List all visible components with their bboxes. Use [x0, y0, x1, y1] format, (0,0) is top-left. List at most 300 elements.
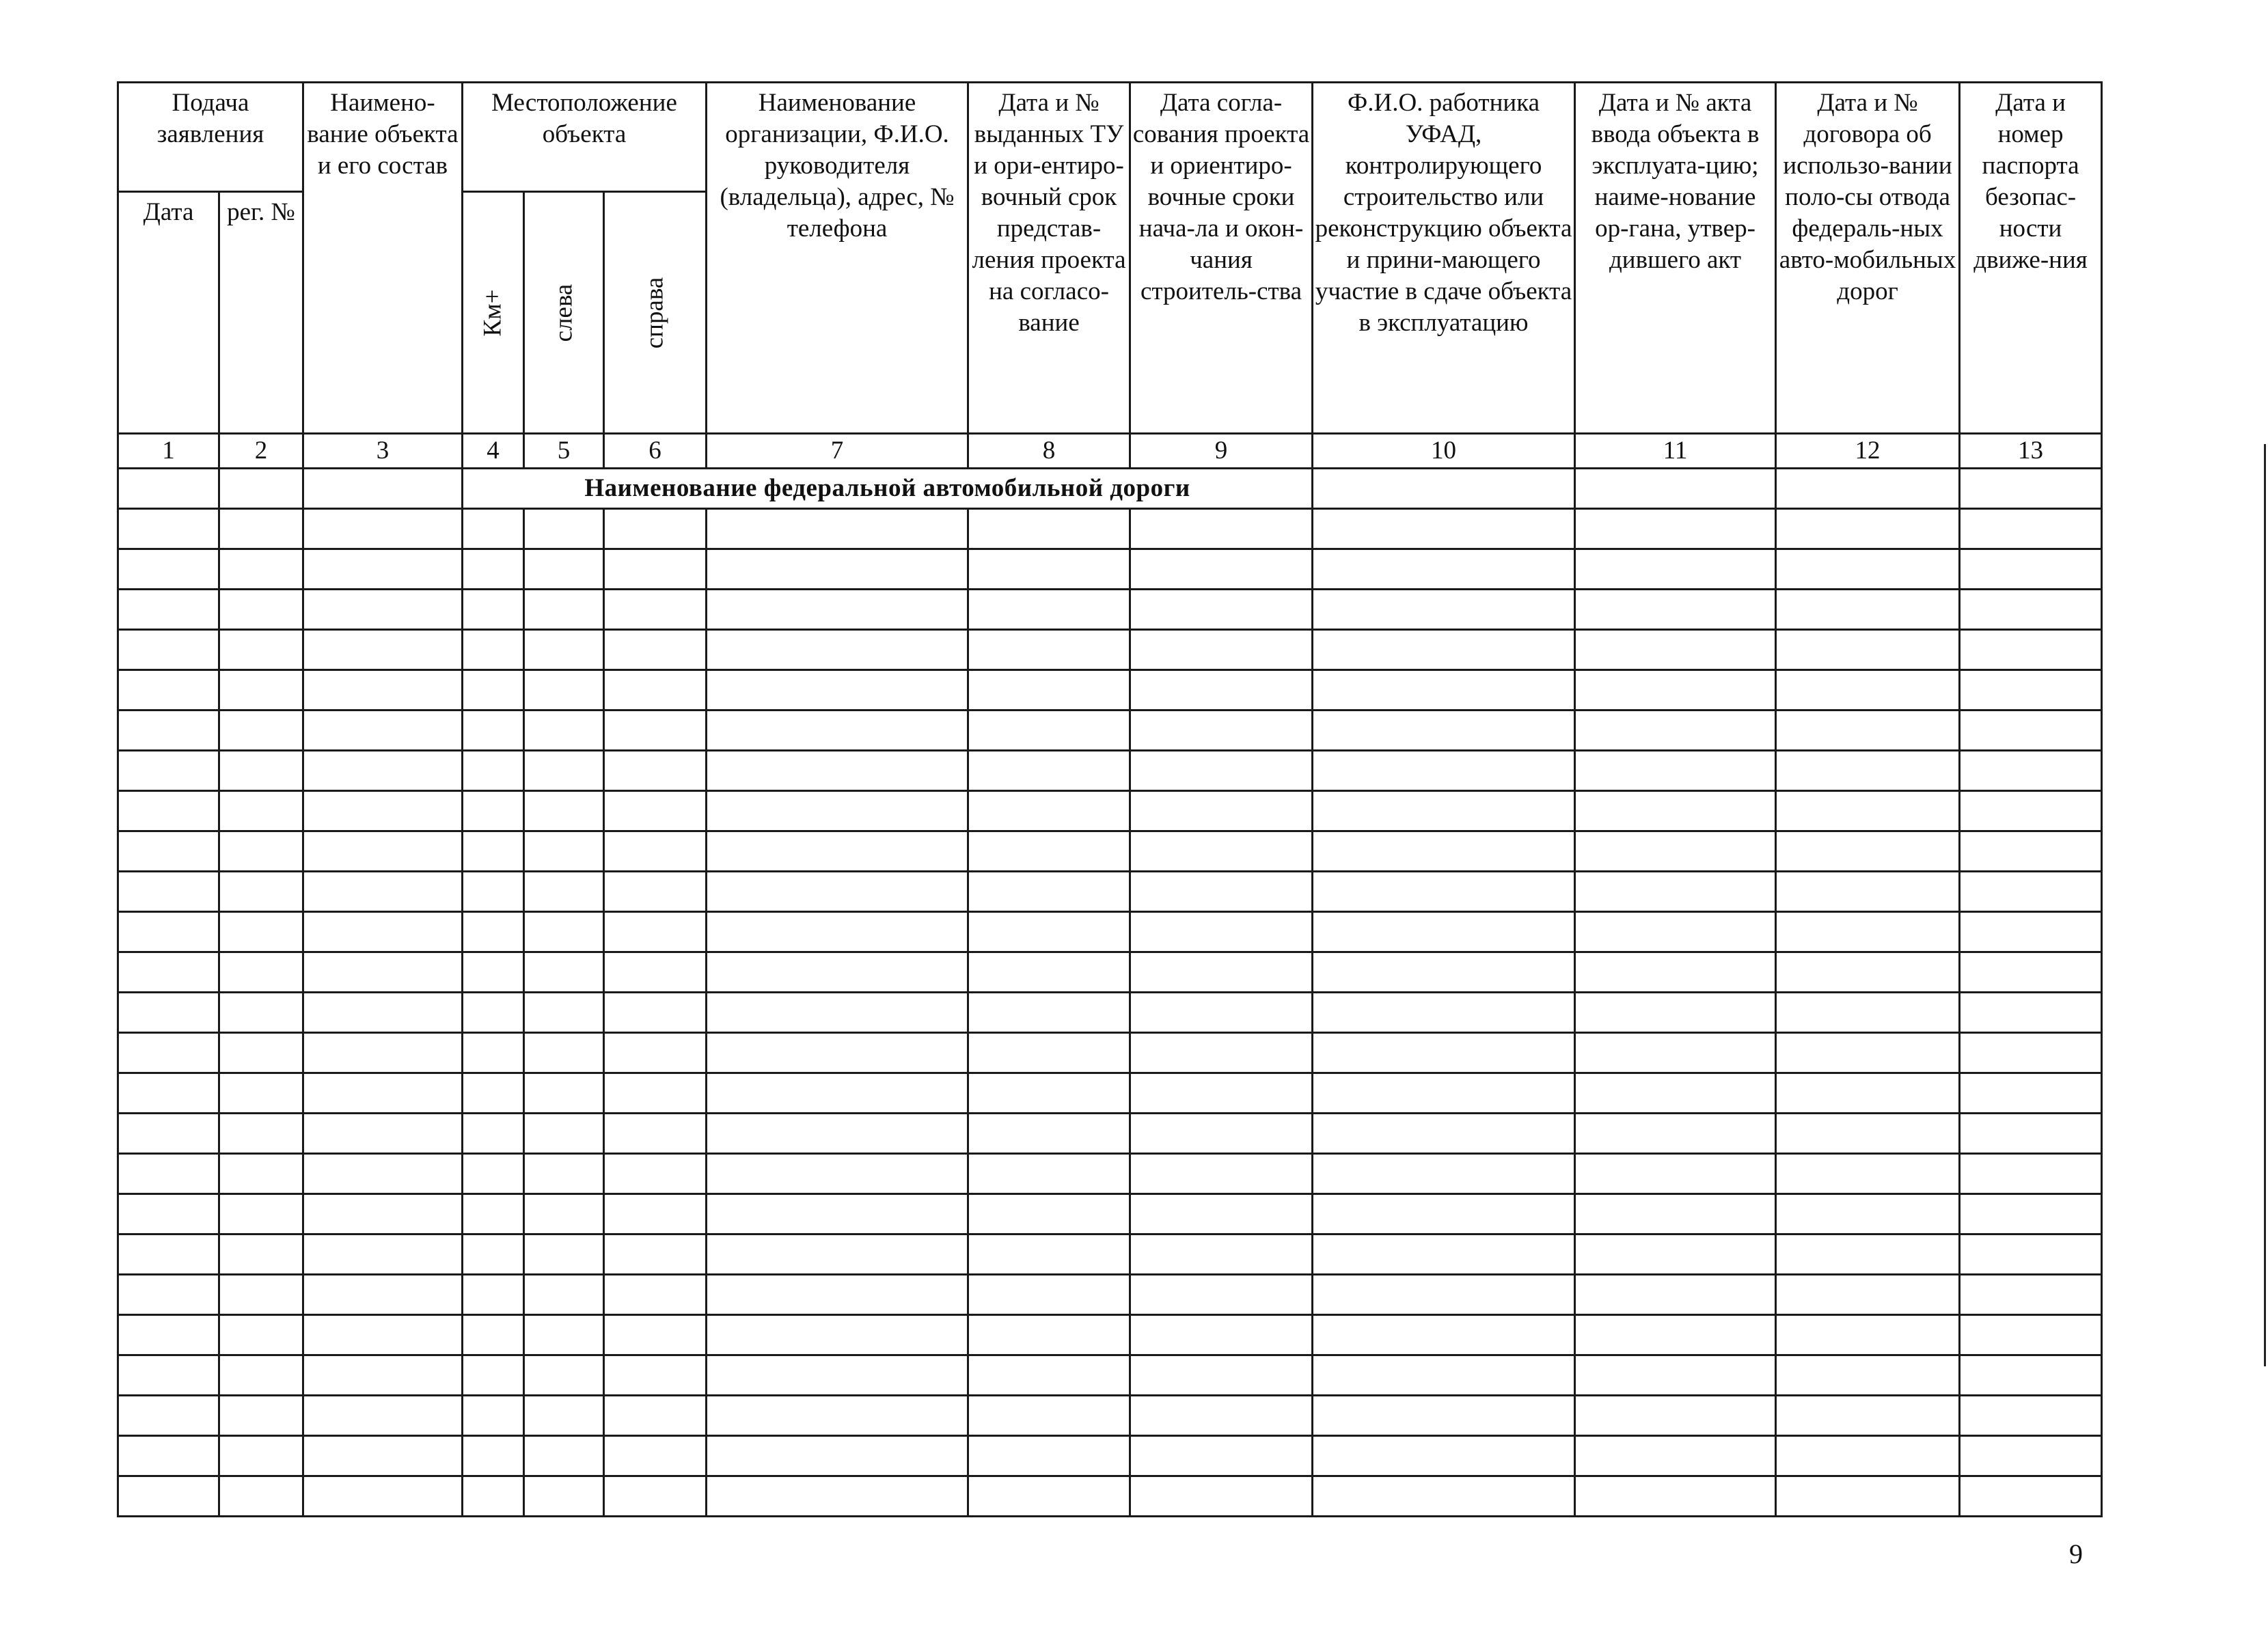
table-cell [968, 1073, 1130, 1114]
table-cell [604, 1234, 707, 1275]
table-cell [463, 1396, 524, 1436]
table-cell [1776, 751, 1960, 791]
table-cell [1313, 993, 1575, 1033]
table-cell [1130, 993, 1313, 1033]
table-row [118, 670, 2102, 710]
table-cell [303, 1315, 463, 1355]
table-cell [604, 710, 707, 751]
table-row [118, 1396, 2102, 1436]
table-cell [1313, 1073, 1575, 1114]
table-cell [1575, 1033, 1776, 1073]
table-cell [1313, 1194, 1575, 1234]
table-cell [1776, 872, 1960, 912]
table-cell [303, 1033, 463, 1073]
table-cell [524, 751, 604, 791]
table-cell [968, 509, 1130, 549]
column-number: 12 [1776, 434, 1960, 469]
table-cell [604, 1476, 707, 1517]
table-cell [1776, 791, 1960, 831]
table-cell [1960, 952, 2102, 993]
table-cell [1313, 751, 1575, 791]
table-cell [1776, 1355, 1960, 1396]
table-cell [1575, 1194, 1776, 1234]
table-cell [219, 630, 303, 670]
table-cell [118, 1315, 219, 1355]
header-commissioning-act: Дата и № акта ввода объекта в эксплуата-цию; наиме-нование ор-гана, утвер-дившего акт [1575, 83, 1776, 434]
table-row [118, 509, 2102, 549]
table-cell [1776, 1476, 1960, 1517]
table-row [118, 791, 2102, 831]
table-row [118, 1355, 2102, 1396]
table-cell [707, 1073, 968, 1114]
table-cell [1960, 872, 2102, 912]
column-number: 10 [1313, 434, 1575, 469]
table-row [118, 1154, 2102, 1194]
header-safety-passport: Дата и номер паспорта безопас-ности движе-ния [1960, 83, 2102, 434]
table-cell [1130, 1033, 1313, 1073]
table-cell [1313, 1355, 1575, 1396]
header-right: справа [604, 192, 707, 434]
table-cell [219, 912, 303, 952]
table-cell [524, 1154, 604, 1194]
table-cell [1313, 590, 1575, 630]
table-cell [1313, 630, 1575, 670]
table-cell [463, 710, 524, 751]
column-number: 5 [524, 434, 604, 469]
table-cell [1960, 630, 2102, 670]
table-cell [463, 630, 524, 670]
table-cell [707, 1436, 968, 1476]
table-cell [118, 993, 219, 1033]
table-cell [1960, 993, 2102, 1033]
table-cell [118, 549, 219, 590]
column-number: 2 [219, 434, 303, 469]
table-cell [1776, 1315, 1960, 1355]
table-cell [707, 952, 968, 993]
table-cell [1575, 1275, 1776, 1315]
table-cell [1960, 1234, 2102, 1275]
table-cell [968, 670, 1130, 710]
table-cell [1776, 630, 1960, 670]
header-ufad-employee: Ф.И.О. работника УФАД, контролирующего строительство или реконструкцию объекта и прини-мающего участие в сдаче объекта в эксплуатацию [1313, 83, 1575, 434]
table-cell [524, 590, 604, 630]
table-cell [303, 1234, 463, 1275]
table-cell [303, 1436, 463, 1476]
table-cell [604, 1033, 707, 1073]
table-cell [1960, 1355, 2102, 1396]
table-cell [1575, 1355, 1776, 1396]
table-cell [604, 1396, 707, 1436]
table-cell [118, 590, 219, 630]
table-cell [968, 1033, 1130, 1073]
table-row [118, 630, 2102, 670]
table-cell [604, 791, 707, 831]
column-number: 7 [707, 434, 968, 469]
table-cell [219, 1073, 303, 1114]
table-cell [1960, 1073, 2102, 1114]
table-cell [1130, 872, 1313, 912]
column-number: 9 [1130, 434, 1313, 469]
table-row [118, 872, 2102, 912]
table-cell [463, 872, 524, 912]
table-cell [118, 1436, 219, 1476]
table-cell [1960, 912, 2102, 952]
column-number: 11 [1575, 434, 1776, 469]
table-cell [604, 1073, 707, 1114]
table-cell [1575, 912, 1776, 952]
table-cell [219, 1194, 303, 1234]
table-cell [118, 751, 219, 791]
table-cell [1313, 1234, 1575, 1275]
table-cell [303, 1154, 463, 1194]
table-cell [463, 791, 524, 831]
table-cell [707, 549, 968, 590]
table-row [118, 549, 2102, 590]
table-cell [1130, 1315, 1313, 1355]
table-cell [118, 1396, 219, 1436]
table-cell [604, 1315, 707, 1355]
table-cell [219, 469, 303, 509]
table-cell [1313, 1154, 1575, 1194]
table-cell [463, 1275, 524, 1315]
table-cell [707, 1315, 968, 1355]
table-cell [707, 1194, 968, 1234]
table-cell [1575, 952, 1776, 993]
table-cell [707, 1355, 968, 1396]
table-row [118, 1436, 2102, 1476]
table-cell [1130, 670, 1313, 710]
table-cell [118, 1275, 219, 1315]
table-cell [1130, 590, 1313, 630]
table-cell [118, 509, 219, 549]
table-cell [1960, 751, 2102, 791]
table-cell [1776, 1114, 1960, 1154]
table-cell [1575, 1436, 1776, 1476]
table-cell [1313, 1114, 1575, 1154]
table-cell [1575, 1154, 1776, 1194]
table-cell [1960, 1114, 2102, 1154]
table-cell [968, 549, 1130, 590]
table-cell [1313, 1315, 1575, 1355]
table-cell [219, 1355, 303, 1396]
table-cell [604, 1154, 707, 1194]
table-row [118, 831, 2102, 872]
table-cell [707, 872, 968, 912]
table-cell [1960, 710, 2102, 751]
table-cell [463, 912, 524, 952]
table-cell [463, 952, 524, 993]
table-cell [524, 1396, 604, 1436]
table-cell [524, 1114, 604, 1154]
table-cell [463, 1234, 524, 1275]
table-cell [1130, 1275, 1313, 1315]
column-number: 4 [463, 434, 524, 469]
table-cell [1960, 509, 2102, 549]
table-cell [1960, 1436, 2102, 1476]
table-cell [219, 1315, 303, 1355]
table-cell [524, 1073, 604, 1114]
table-cell [604, 670, 707, 710]
table-cell [1313, 1275, 1575, 1315]
table-cell [524, 1033, 604, 1073]
table-cell [707, 912, 968, 952]
column-number-row [118, 434, 2102, 469]
table-cell [1776, 590, 1960, 630]
road-title-row [118, 469, 2102, 509]
table-cell [1960, 831, 2102, 872]
table-cell [968, 1355, 1130, 1396]
table-cell [524, 1436, 604, 1476]
table-cell [1130, 1396, 1313, 1436]
table-cell [968, 1194, 1130, 1234]
table-cell [219, 831, 303, 872]
table-cell [1130, 952, 1313, 993]
table-cell [968, 1114, 1130, 1154]
table-cell [524, 1194, 604, 1234]
table-cell [1776, 1033, 1960, 1073]
table-cell [463, 1315, 524, 1355]
register-table [117, 81, 2103, 1517]
table-cell [1130, 1073, 1313, 1114]
table-cell [303, 1476, 463, 1517]
table-cell [118, 1114, 219, 1154]
table-cell [1130, 509, 1313, 549]
table-cell [118, 1154, 219, 1194]
table-cell [1960, 590, 2102, 630]
table-cell [707, 1396, 968, 1436]
table-cell [968, 1275, 1130, 1315]
table-cell [968, 952, 1130, 993]
table-cell [1776, 1234, 1960, 1275]
table-cell [219, 1154, 303, 1194]
table-cell [1960, 670, 2102, 710]
table-cell [1575, 993, 1776, 1033]
table-cell [219, 952, 303, 993]
table-cell [303, 710, 463, 751]
table-cell [219, 1275, 303, 1315]
table-cell [1776, 670, 1960, 710]
table-cell [1313, 549, 1575, 590]
table-cell [524, 630, 604, 670]
table-row [118, 751, 2102, 791]
table-cell [463, 670, 524, 710]
table-cell [604, 1355, 707, 1396]
table-cell [968, 1154, 1130, 1194]
table-cell [524, 872, 604, 912]
table-cell [968, 1396, 1130, 1436]
table-cell [303, 952, 463, 993]
table-cell [1960, 1476, 2102, 1517]
header-row-top [118, 83, 2102, 192]
table-cell [707, 509, 968, 549]
column-number: 3 [303, 434, 463, 469]
table-cell [524, 1476, 604, 1517]
header-object-name: Наимено-вание объекта и его состав [303, 83, 463, 434]
table-cell [604, 630, 707, 670]
table-cell [463, 1355, 524, 1396]
table-cell [303, 509, 463, 549]
header-organization: Наименование организации, Ф.И.О. руководителя (владельца), адрес, № телефона [707, 83, 968, 434]
table-cell [1130, 1476, 1313, 1517]
table-cell [463, 590, 524, 630]
table-cell [1313, 1033, 1575, 1073]
table-cell [1575, 469, 1776, 509]
table-cell [303, 549, 463, 590]
header-land-contract: Дата и № договора об использо-вании поло-сы отвода федераль-ных авто-мобильных дорог [1776, 83, 1960, 434]
table-cell [1575, 590, 1776, 630]
table-cell [219, 590, 303, 630]
table-cell [118, 1476, 219, 1517]
table-cell [968, 872, 1130, 912]
table-cell [463, 831, 524, 872]
header-left: слева [524, 192, 604, 434]
table-cell [219, 1396, 303, 1436]
table-cell [1130, 1355, 1313, 1396]
table-cell [1960, 469, 2102, 509]
table-cell [1575, 831, 1776, 872]
table-row [118, 912, 2102, 952]
table-cell [1313, 509, 1575, 549]
table-cell [1960, 1194, 2102, 1234]
table-cell [303, 1114, 463, 1154]
table-cell [707, 831, 968, 872]
table-cell [968, 751, 1130, 791]
table-cell [707, 670, 968, 710]
table-cell [1313, 710, 1575, 751]
page-number: 9 [2069, 1539, 2083, 1569]
header-approval-date: Дата согла-сования проекта и ориентиро-вочные сроки нача-ла и окон-чания строитель-ства [1130, 83, 1313, 434]
table-cell [1776, 1275, 1960, 1315]
column-number: 6 [604, 434, 707, 469]
table-cell [118, 1355, 219, 1396]
table-cell [219, 710, 303, 751]
table-cell [118, 469, 219, 509]
table-cell [1575, 872, 1776, 912]
table-row [118, 993, 2102, 1033]
table-cell [303, 1194, 463, 1234]
table-cell [219, 549, 303, 590]
table-cell [303, 751, 463, 791]
table-cell [219, 1476, 303, 1517]
table-cell [604, 1275, 707, 1315]
table-cell [303, 590, 463, 630]
table-cell [118, 1033, 219, 1073]
table-cell [1575, 1073, 1776, 1114]
table-cell [1130, 912, 1313, 952]
table-cell [1313, 912, 1575, 952]
table-cell [463, 1476, 524, 1517]
table-cell [303, 670, 463, 710]
table-cell [463, 993, 524, 1033]
table-cell [707, 590, 968, 630]
table-cell [1575, 549, 1776, 590]
header-application-group: Подача заявления [118, 83, 303, 192]
table-cell [707, 1275, 968, 1315]
table-cell [524, 549, 604, 590]
table-cell [1313, 791, 1575, 831]
table-cell [303, 791, 463, 831]
table-cell [524, 791, 604, 831]
table-cell [1776, 831, 1960, 872]
table-cell [219, 1033, 303, 1073]
table-cell [524, 710, 604, 751]
table-cell [1776, 993, 1960, 1033]
table-cell [604, 1194, 707, 1234]
table-cell [463, 1194, 524, 1234]
table-cell [1575, 710, 1776, 751]
table-row [118, 1194, 2102, 1234]
table-cell [707, 1234, 968, 1275]
table-cell [1960, 1033, 2102, 1073]
table-cell [1776, 952, 1960, 993]
table-cell [968, 1315, 1130, 1355]
table-row [118, 1476, 2102, 1517]
table-cell [1776, 1194, 1960, 1234]
table-cell [118, 952, 219, 993]
table-cell [1575, 791, 1776, 831]
table-cell [1313, 872, 1575, 912]
table-cell [524, 831, 604, 872]
table-cell [1130, 1436, 1313, 1476]
table-cell [1313, 469, 1575, 509]
table-cell [1960, 1396, 2102, 1436]
table-cell [524, 952, 604, 993]
table-cell [219, 751, 303, 791]
table-cell [1776, 1154, 1960, 1194]
table-cell [968, 1476, 1130, 1517]
table-cell [463, 1436, 524, 1476]
table-cell [303, 1396, 463, 1436]
table-cell [303, 872, 463, 912]
table-cell [968, 912, 1130, 952]
table-cell [1130, 831, 1313, 872]
table-cell [303, 1275, 463, 1315]
column-number: 8 [968, 434, 1130, 469]
table-cell [604, 831, 707, 872]
table-cell [463, 1114, 524, 1154]
table-row [118, 1234, 2102, 1275]
table-cell [118, 1234, 219, 1275]
table-cell [1776, 912, 1960, 952]
table-cell [1130, 630, 1313, 670]
table-cell [1776, 509, 1960, 549]
table-cell [118, 710, 219, 751]
table-cell [219, 1436, 303, 1476]
table-cell [1575, 1114, 1776, 1154]
table-cell [1313, 1436, 1575, 1476]
table-cell [524, 670, 604, 710]
table-cell [524, 993, 604, 1033]
column-number: 13 [1960, 434, 2102, 469]
table-cell [1130, 1234, 1313, 1275]
table-cell [1575, 1476, 1776, 1517]
table-cell [118, 872, 219, 912]
table-cell [707, 1114, 968, 1154]
table-cell [1776, 1073, 1960, 1114]
table-cell [524, 509, 604, 549]
table-cell [463, 1154, 524, 1194]
table-cell [303, 831, 463, 872]
header-reg-number: рег. № [219, 192, 303, 434]
table-row [118, 710, 2102, 751]
table-cell [968, 993, 1130, 1033]
table-cell [463, 509, 524, 549]
table-cell [707, 791, 968, 831]
table-cell [1575, 1315, 1776, 1355]
table-cell [303, 1073, 463, 1114]
table-cell [118, 670, 219, 710]
table-cell [1776, 1396, 1960, 1436]
